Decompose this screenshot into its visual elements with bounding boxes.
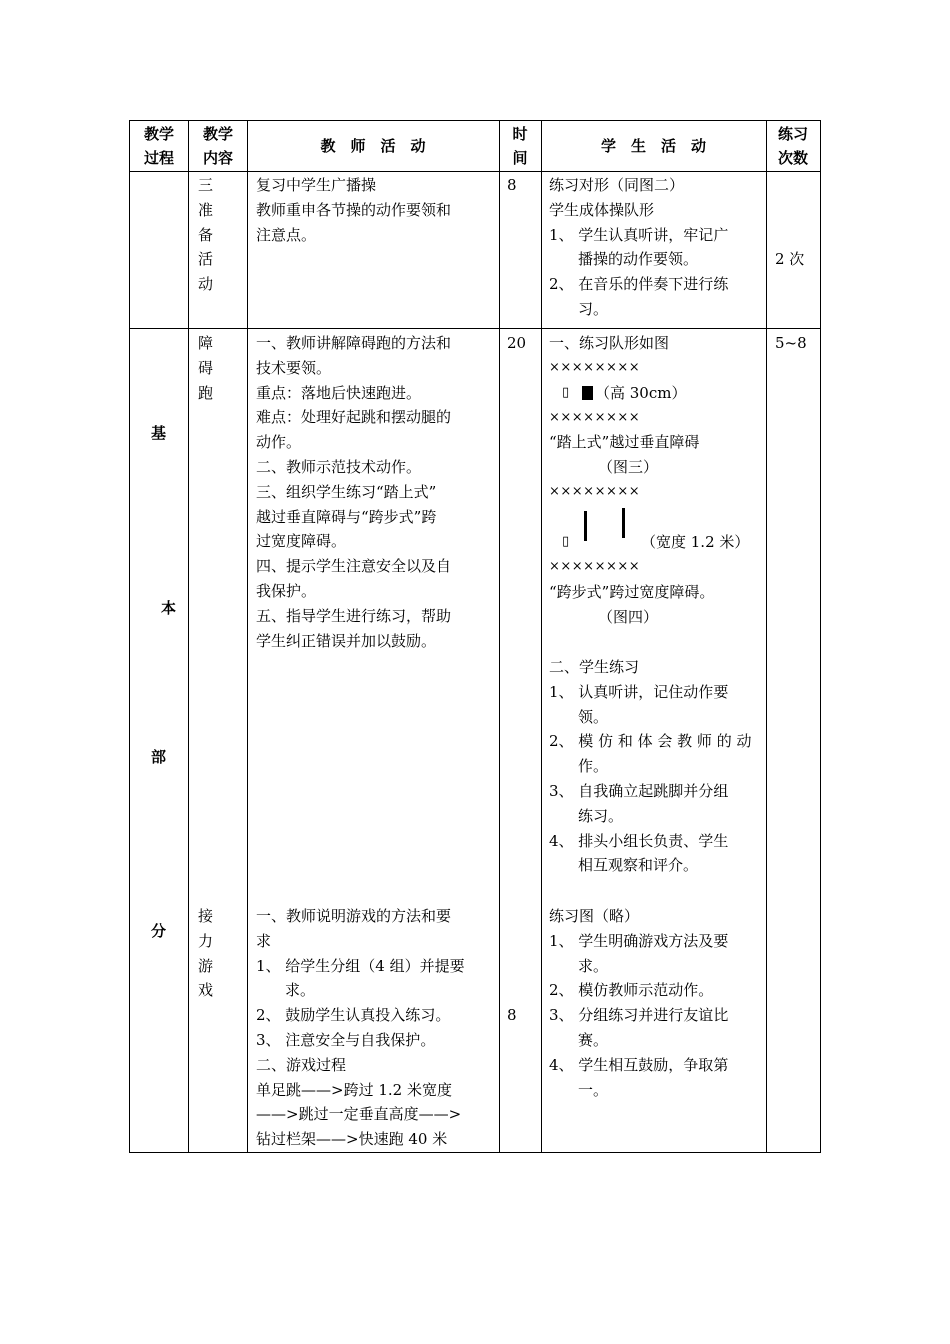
formation-title: 一、练习队形如图 (549, 334, 670, 352)
header-content: 教学 内容 (202, 125, 233, 167)
row2-student-practice: 二、学生练习 1、 认真听讲，记住动作要 领。 2、 模 仿 和 体 会 教 师 的 动 作。 3、 自我确立起跳脚并分组 练习。 4、 排头小组长负责、学生 相互观察和评介。 (549, 658, 752, 875)
row3-time: 8 (507, 1006, 517, 1024)
row2-teacher-activity: 一、教师讲解障碍跑的方法和 技术要领。 重点：落地后快速跑进。 难点：处理好起跳和摆动腿的 动作。 二、教师示范技术动作。 三、组织学生练习“踏上式” 越过垂直障碍与“跨步式”跨 过宽度障碍。 四、提示学生注意安全以及自 我保护。 五、指导学生进行练习，帮助 学生纠正错误并加以鼓励。 (256, 334, 452, 650)
row2-time: 20 (507, 334, 527, 352)
column-divider (541, 121, 542, 1152)
obstacle-mark: ▯ (562, 385, 570, 400)
row1-reps: 2 次 (775, 250, 805, 268)
row1-time: 8 (507, 176, 517, 194)
row3-content: 接 力 游 戏 (198, 907, 214, 1000)
formation-row: ×××××××× (549, 410, 641, 425)
column-divider (247, 121, 248, 1152)
header-reps: 练习 次数 (777, 125, 808, 167)
header-process: 教学 过程 (143, 125, 174, 167)
column-divider (499, 121, 500, 1152)
figure-4-label: （图四） (598, 608, 659, 626)
obstacle-block-icon (582, 386, 593, 400)
column-divider (766, 121, 767, 1152)
section-char: 部 (151, 748, 167, 766)
section-char: 分 (151, 922, 167, 940)
width-bar-left-icon (584, 511, 587, 541)
header-divider (130, 171, 820, 172)
row3-teacher-activity: 一、教师说明游戏的方法和要 求 1、 给学生分组（4 组）并提要 求。 2、 鼓励学生认真投入练习。 3、 注意安全与自我保护。 二、游戏过程 单足跳——>跨过 1.2 米宽度 ——>跳过一定垂直高度——> 钻过栏架——>快速跑 40 米 (256, 907, 465, 1149)
width-bar-right-icon (622, 508, 625, 538)
step-up-label: “踏上式”越过垂直障碍 (549, 433, 700, 451)
obstacle-mark: ▯ (562, 534, 570, 549)
row2-reps: 5~8 (775, 334, 807, 352)
header-student-activity: 学 生 活 动 (600, 137, 706, 155)
formation-row: ×××××××× (549, 484, 641, 499)
row2-content: 障 碍 跑 (198, 334, 214, 402)
stride-label: “跨步式”跨过宽度障碍。 (549, 583, 715, 601)
formation-row: ×××××××× (549, 559, 641, 574)
row1-content: 三 准 备 活 动 (198, 176, 214, 294)
row3-student-activity: 练习图（略） 1、 学生明确游戏方法及要 求。 2、 模仿教师示范动作。 3、 分组练习并进行友谊比 赛。 4、 学生相互鼓励，争取第 一。 (549, 907, 729, 1099)
formation-row: ×××××××× (549, 360, 641, 375)
column-divider (188, 121, 189, 1152)
obstacle-height-note: （高 30cm） (595, 384, 687, 402)
row-divider (130, 328, 820, 329)
section-char: 基 (151, 424, 167, 442)
header-teacher-activity: 教 师 活 动 (320, 137, 426, 155)
row1-teacher-activity: 复习中学生广播操 教师重申各节操的动作要领和 注意点。 (256, 176, 452, 244)
figure-3-label: （图三） (598, 458, 659, 476)
row1-student-activity: 练习对形（同图二） 学生成体操队形 1、 学生认真听讲，牢记广 播操的动作要领。 2、 在音乐的伴奏下进行练 习。 (549, 176, 729, 318)
header-time: 时 间 (512, 125, 528, 167)
obstacle-width-note: （宽度 1.2 米） (641, 533, 750, 551)
section-char: 本 (161, 599, 177, 617)
